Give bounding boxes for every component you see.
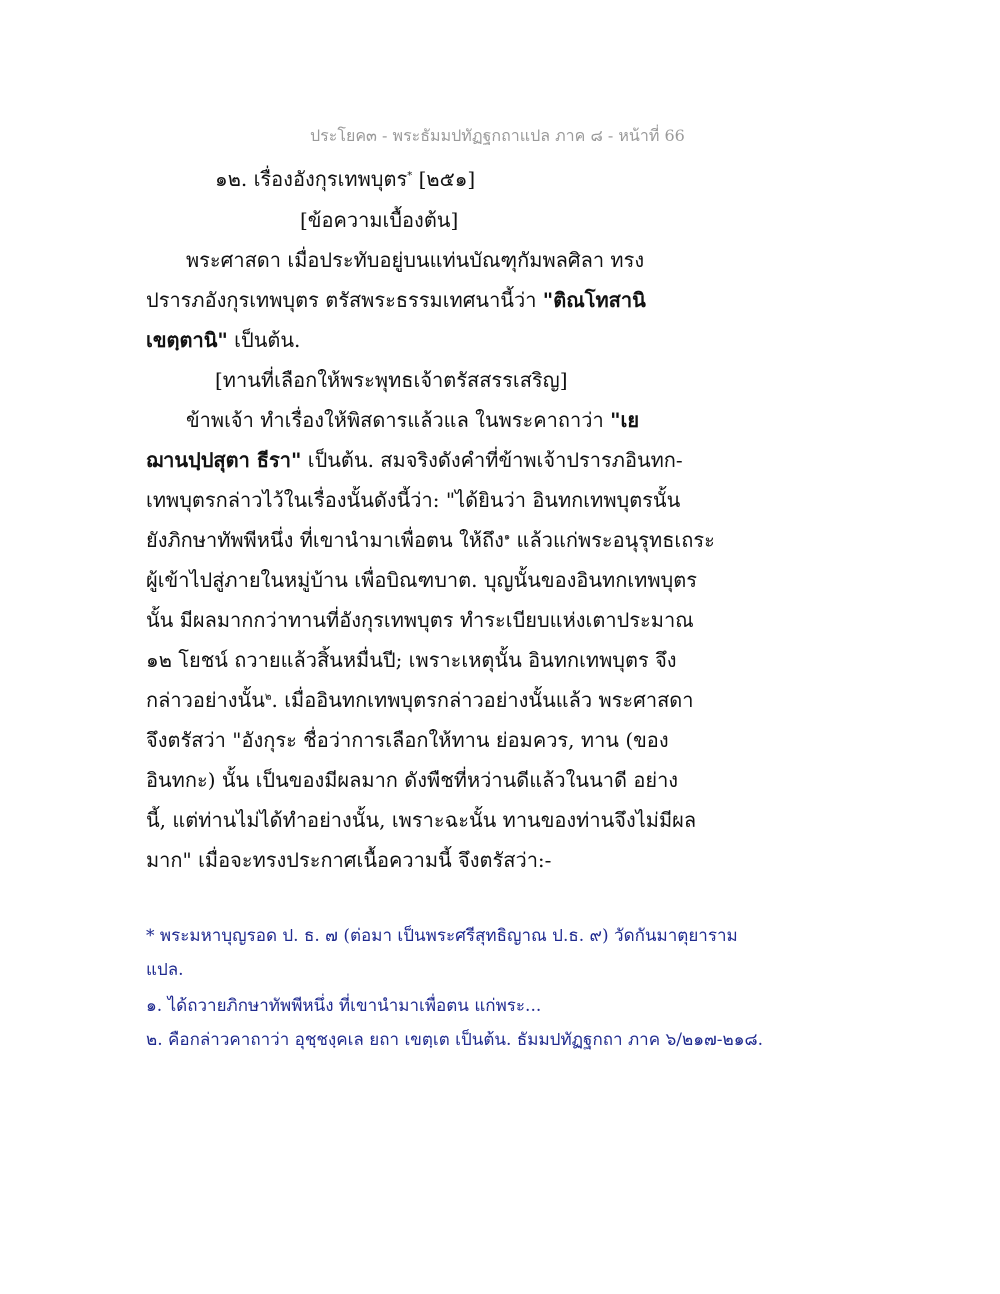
- body-line: จึงตรัสว่า "อังกุระ ชื่อว่าการเลือกให้ทาน ย่อมควร, ทาน (ของ: [146, 728, 669, 752]
- pali-quote: เขตฺตานิ": [146, 328, 228, 352]
- body-line: [146, 284, 646, 316]
- body-line: [146, 684, 694, 716]
- story-title-ref: [๒๕๑]: [418, 167, 476, 191]
- body-line: [146, 524, 715, 556]
- body-line: ๑๒ โยชน์ ถวายแล้วสิ้นหมื่นปี; เพราะเหตุนั้น อินทกเทพบุตร จึง: [146, 648, 677, 672]
- body-text: เป็นต้น.: [227, 328, 301, 352]
- section-heading-praise: [ทานที่เลือกให้พระพุทธเจ้าตรัสสรรเสริญ]: [215, 368, 568, 392]
- body-line: [186, 404, 639, 436]
- running-header: ประโยค๓ - พระธัมมปทัฏฐกถาแปล ภาค ๘ - หน้าที่ 66: [310, 126, 685, 145]
- body-line: นี้, แต่ท่านไม่ได้ทำอย่างนั้น, เพราะฉะนั้น ทานของท่านจึงไม่มีผล: [146, 808, 697, 832]
- pali-quote: "เย: [610, 408, 640, 432]
- body-text: แล้วแก่พระอนุรุทธเถระ: [510, 528, 715, 552]
- body-text: ยังภิกษาทัพพีหนึ่ง ที่เขานำมาเพื่อตน ให้ถึง: [146, 528, 504, 552]
- footnote-translator-cont: แปล.: [146, 960, 184, 980]
- footnote-mark: ๒: [264, 691, 272, 703]
- body-line: อินทกะ) นั้น เป็นของมีผลมาก ดังพืชที่หว่านดีแล้วในนาดี อย่าง: [146, 768, 679, 792]
- pali-quote: "ติณโทสานิ: [542, 288, 646, 312]
- body-line: ผู้เข้าไปสู่ภายในหมู่บ้าน เพื่อบิณฑบาต. บุญนั้นของอินทกเทพบุตร: [146, 568, 697, 592]
- body-text: ข้าพเจ้า ทำเรื่องให้พิสดารแล้วแล ในพระคาถาว่า: [186, 408, 611, 432]
- body-text: เป็นต้น. สมจริงดังคำที่ข้าพเจ้าปรารภอินทก-: [301, 448, 683, 472]
- body-line: [146, 444, 683, 476]
- title-footnote-mark: *: [407, 170, 413, 182]
- body-text: . เมื่ออินทกเทพบุตรกล่าวอย่างนั้นแล้ว พระศาสดา: [271, 688, 694, 712]
- story-title: [215, 163, 475, 195]
- body-line: เทพบุตรกล่าวไว้ในเรื่องนั้นดังนี้ว่า: "ได้ยินว่า อินทกเทพบุตรนั้น: [146, 488, 681, 512]
- body-line: นั้น มีผลมากกว่าทานที่อังกุรเทพบุตร ทำระเบียบแห่งเตาประมาณ: [146, 608, 694, 632]
- section-heading-intro: [ข้อความเบื้องต้น]: [300, 208, 459, 232]
- body-text: กล่าวอย่างนั้น: [146, 688, 265, 712]
- footnote-2: ๒. คือกล่าวคาถาว่า อุชฺชงฺคเล ยถา เขตฺเต เป็นต้น. ธัมมปทัฏฐกถา ภาค ๖/๒๑๗-๒๑๘.: [146, 1030, 764, 1050]
- footnote-mark: ๑: [503, 531, 511, 543]
- pali-quote: ฌานปฺปสุตา ธีรา": [146, 448, 302, 472]
- footnote-translator: * พระมหาบุญรอด ป. ธ. ๗ (ต่อมา เป็นพระศรีสุทธิญาณ ป.ธ. ๙) วัดกันมาตุยาราม: [146, 926, 738, 946]
- body-line: มาก" เมื่อจะทรงประกาศเนื้อความนี้ จึงตรัสว่า:-: [146, 848, 552, 872]
- footnote-1: ๑. ได้ถวายภิกษาทัพพีหนึ่ง ที่เขานำมาเพื่อตน แก่พระ...: [146, 996, 542, 1016]
- story-title-text: ๑๒. เรื่องอังกุรเทพบุตร: [215, 167, 408, 191]
- body-line: [146, 324, 300, 356]
- body-text: ปรารภอังกุรเทพบุตร ตรัสพระธรรมเทศนานี้ว่า: [146, 288, 543, 312]
- body-line: พระศาสดา เมื่อประทับอยู่บนแท่นบัณฑุกัมพลศิลา ทรง: [186, 248, 645, 272]
